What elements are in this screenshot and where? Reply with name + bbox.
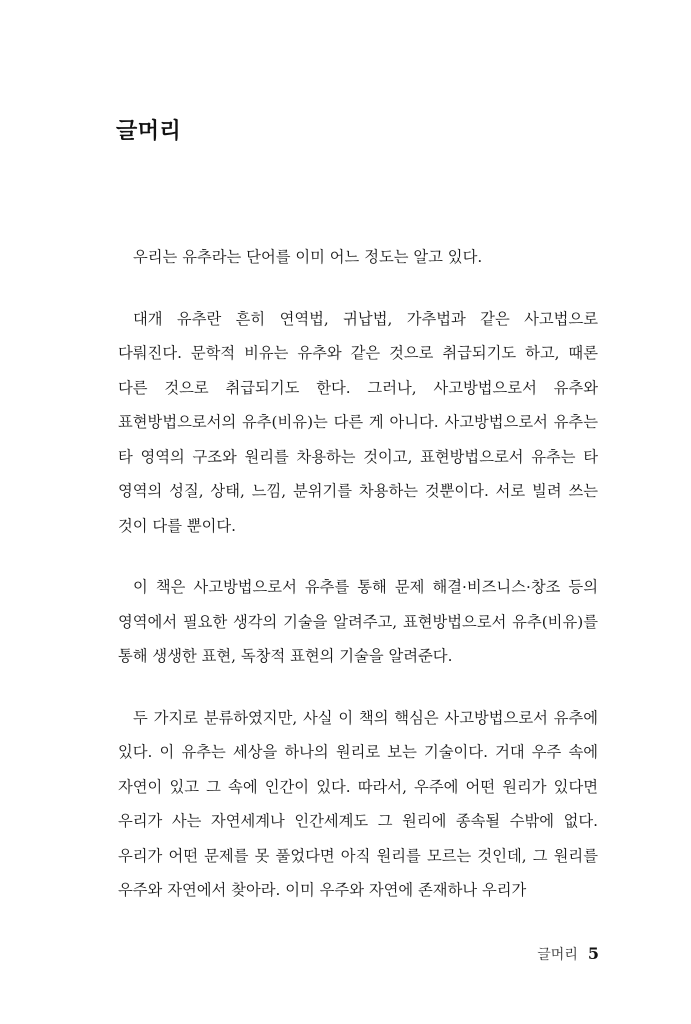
running-head: 글머리 — [537, 947, 578, 963]
paragraph-2: 대개 유추란 흔히 연역법, 귀납법, 가추법과 같은 사고법으로 다뤄진다. 문학적 비유는 유추와 같은 것으로 취급되기도 하고, 때론 다른 것으로 취급되기도 한다. 그러나, 사고방법으로서 유추와 표현방법으로서의 유추(비유)는 다른 게 아니다. 사고방법으로서 유추는 타 영역의 구조와 원리를 차용하는 것이고, 표현방법으로서 유추는 타 영역의 성질, 상태, 느낌, 분위기를 차용하는 것뿐이다. 서로 빌려 쓰는 것이 다를 뿐이다. — [118, 309, 598, 535]
paragraph-1: 우리는 유추라는 단어를 이미 어느 정도는 알고 있다. — [133, 248, 483, 266]
paragraph-3: 이 책은 사고방법으로서 유추를 통해 문제 해결·비즈니스·창조 등의 영역에서 필요한 생각의 기술을 알려주고, 표현방법으로서 유추(비유)를 통해 생생한 표현, 독창적 표현의 기술을 알려준다. — [118, 578, 598, 665]
chapter-title: 글머리 — [116, 119, 182, 144]
body-text — [118, 240, 598, 908]
paragraph-4: 두 가지로 분류하였지만, 사실 이 책의 핵심은 사고방법으로서 유추에 있다. 이 유추는 세상을 하나의 원리로 보는 기술이다. 거대 우주 속에 자연이 있고 그 속에 인간이 있다. 따라서, 우주에 어떤 원리가 있다면 우리가 사는 자연세계나 인간세계도 그 원리에 종속될 수밖에 없다. 우리가 어떤 문제를 못 풀었다면 아직 원리를 모르는 것인데, 그 원리를 우주와 자연에서 찾아라. 이미 우주와 자연에 존재하나 우리가 — [118, 708, 598, 899]
page-footer — [537, 944, 599, 964]
page-number: 5 — [587, 944, 599, 963]
